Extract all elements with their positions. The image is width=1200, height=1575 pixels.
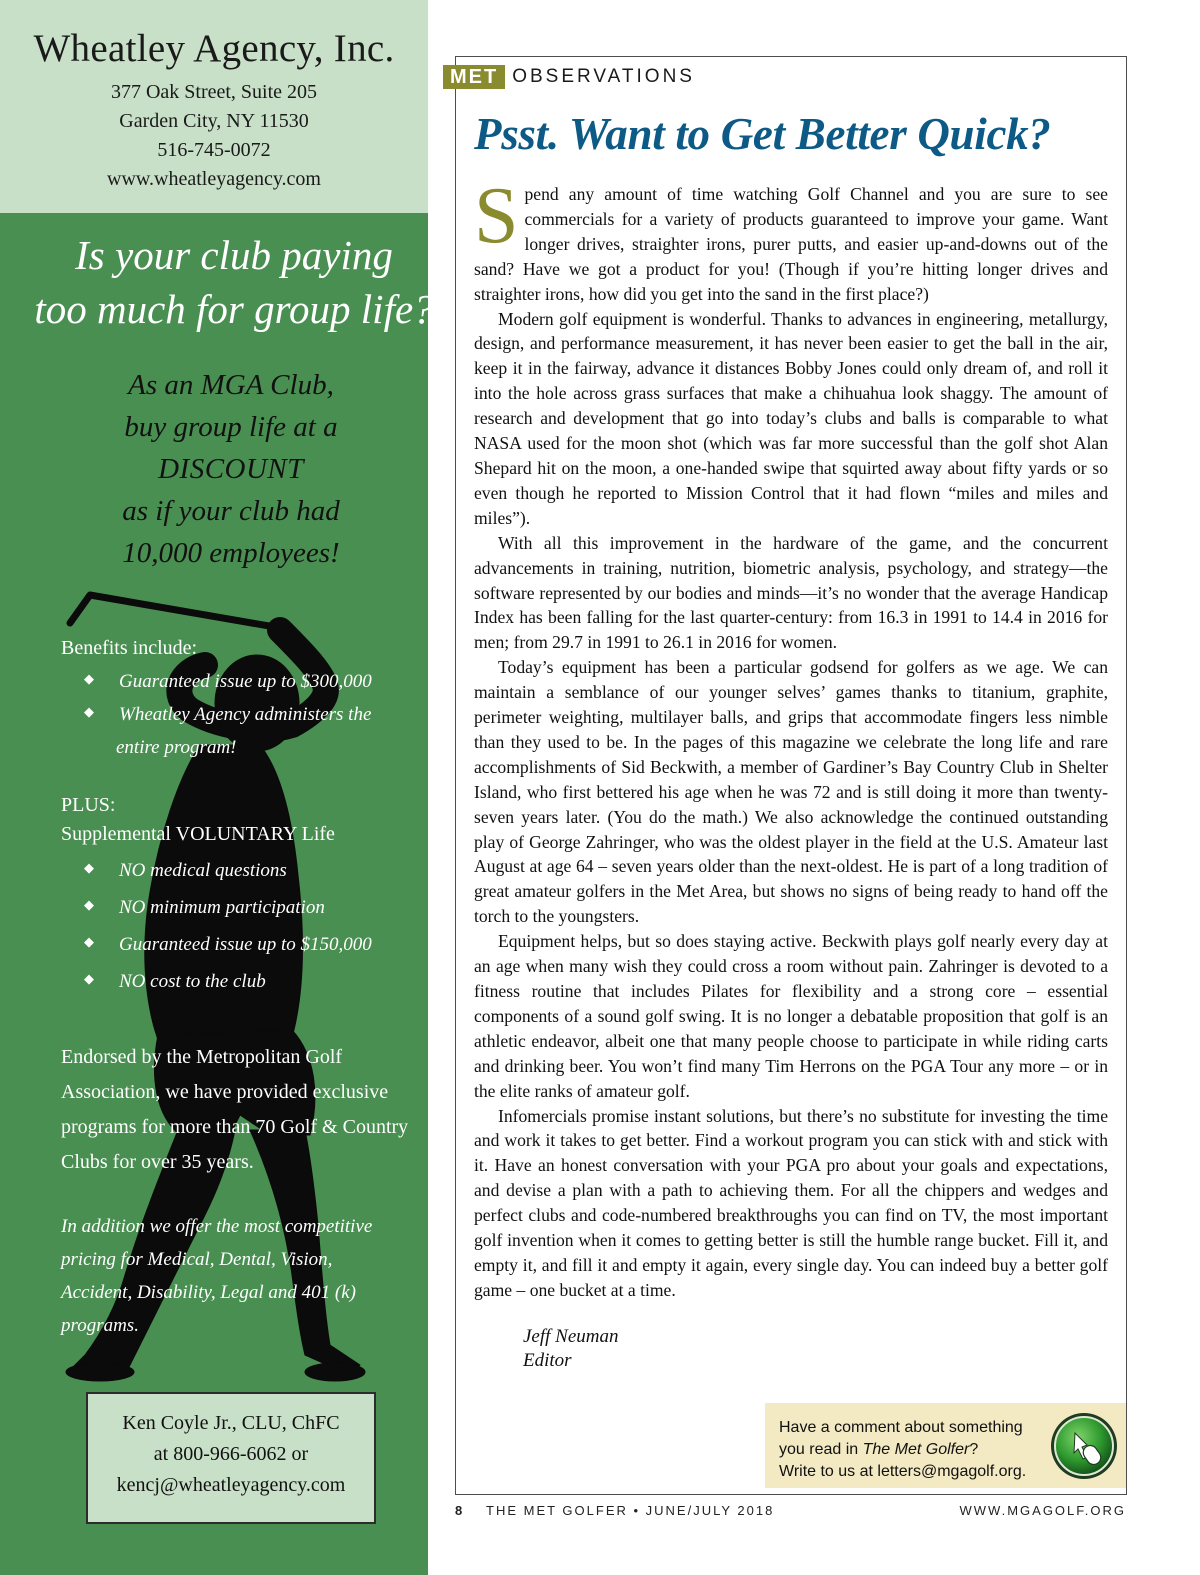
article-body bbox=[474, 172, 1108, 1303]
paragraph: Today’s equipment has been a particular godsend for golfers as we age. We can maintain a semblance of our younger selves’ games thanks to titanium, graphite, perimeter weighting, multilayer balls, and grips that accommodate fingers less nimble than they used to be. In the pages of this magazine we celebrate the long life and rare accomplishments of Sid Beckwith, a member of Gardiner’s Bay Country Club in Shelter Island, who first bettered his age when he was 72 and is still doing it more than twenty-seven years later. (You do the math.) We also acknowledge the continued outstanding play of George Zahringer, who was the oldest player in the field at the U.S. Amateur last August at age 64 – seven years older than the next-oldest. He is part of a long tradition of great amateur golfers in the Met Area, but shows no signs of being ready to hand off the torch to the youngsters. bbox=[474, 657, 1108, 927]
comment-line bbox=[779, 1439, 1026, 1461]
paragraph: Equipment helps, but so does staying active. Beckwith plays golf nearly every day at an age when many wish they could cross a room without pain. Zahringer is devoted to a fitness routine that includes Pilates for flexibility and a strong core – essential components of a sound golf swing. It is no longer a debatable proposition that golf is an athletic endeavor, albeit one that many people choose to participate in while riding carts and drinking beer. You won’t find many Tim Herrons on the PGA Tour any more – or in the elite ranks of amateur golf. bbox=[474, 931, 1108, 1101]
drop-cap: S bbox=[474, 172, 519, 260]
ad-address bbox=[0, 78, 428, 194]
ad-supplemental-label: Supplemental VOLUNTARY Life bbox=[61, 823, 335, 845]
ad-headline-line: too much for group life? bbox=[34, 286, 434, 332]
comment-text bbox=[779, 1417, 1026, 1483]
ad-plus-label: PLUS: bbox=[61, 794, 116, 816]
ad-contact-box bbox=[86, 1392, 376, 1524]
ad-contact-phone: at 800-966-6062 or bbox=[153, 1443, 309, 1465]
footer-website-link[interactable]: WWW.MGAGOLF.ORG bbox=[959, 1503, 1126, 1518]
ad-sub-line: DISCOUNT bbox=[158, 453, 304, 485]
paragraph: Modern golf equipment is wonderful. Thanks to advances in engineering, metallurgy, design, and performance measurement, it has never been easier to get the ball in the air, keep it in the fairway, advance it distances Bobby Jones could only dream of, and roll it into the hole across grass surfaces that make a chihuahua look shaggy. The amount of research and development that go into today’s clubs and balls is comparable to what NASA used for the moon shot (which was far more successful than the golf shot Alan Shepard hit on the moon, a one-handed swipe that squirted away about fifty yards or so even though he reported to Mission Control that it had flown “miles and miles and miles”). bbox=[474, 308, 1108, 528]
article-title bbox=[474, 108, 1051, 160]
comment-email-link[interactable]: Write to us at letters@mgagolf.org. bbox=[779, 1463, 1027, 1480]
ad-sub-line: As an MGA Club, bbox=[128, 369, 334, 401]
list-item-continuation: entire program! bbox=[116, 737, 237, 758]
signature bbox=[523, 1325, 619, 1373]
list-item: ◆ NO minimum participation bbox=[84, 897, 372, 934]
ad-sub-line: buy group life at a bbox=[124, 411, 338, 443]
ad-sub-line: 10,000 employees! bbox=[122, 537, 340, 569]
ad-contact-email-link[interactable]: kencj@wheatleyagency.com bbox=[116, 1474, 346, 1496]
paragraph: Infomercials promise instant solutions, but there’s no substitute for investing the time and work it takes to get better. Find a workout program you can stick with and stick with it. Have an honest conversation with your PGA pro about your goals and expectations, and devise a plan with a path to achieving them. For all the chippers and wedges and perfect clubs and code-numbered breakthroughs you can find on TV, the most important golf invention when it comes to getting better is still the humble range bucket. Fill it, and empty it, and fill it and empty it again, every single day. You can indeed buy a better golf game – one bucket at a time. bbox=[474, 1105, 1108, 1300]
ad-phone: 516-745-0072 bbox=[157, 139, 271, 161]
ad-website-link[interactable]: www.wheatleyagency.com bbox=[107, 168, 321, 190]
ad-benefits-label: Benefits include: bbox=[61, 637, 198, 659]
ad-endorsement: Endorsed by the Metropolitan Golf Association, we have provided exclusive programs for more than 70 Golf & Country Clubs for over 35 years. bbox=[61, 1046, 409, 1173]
comment-text-part: ? bbox=[969, 1441, 979, 1458]
ad-sub-line: as if your club had bbox=[122, 495, 340, 527]
ad-benefits-list bbox=[84, 671, 372, 759]
ad-header bbox=[0, 0, 428, 213]
list-item: ◆ Guaranteed issue up to $150,000 bbox=[84, 934, 372, 971]
section-kicker bbox=[443, 65, 695, 89]
ad-company-name: Wheatley Agency, Inc. bbox=[33, 27, 395, 70]
ad-headline bbox=[10, 228, 458, 336]
ad-subheadline bbox=[0, 364, 462, 574]
comment-box bbox=[765, 1403, 1126, 1488]
list-item: ◆ NO medical questions bbox=[84, 860, 372, 897]
ad-additional-programs: In addition we offer the most competitive pricing for Medical, Dental, Vision, Accident, Disability, Legal and 401 (k) programs. bbox=[61, 1216, 373, 1336]
advertisement-panel bbox=[0, 0, 434, 1575]
magazine-name: The Met Golfer bbox=[862, 1441, 970, 1458]
list-item: ◆ Wheatley Agency administers the bbox=[84, 704, 372, 737]
title-emphasis: Quick? bbox=[917, 109, 1051, 159]
kicker-tag: MET bbox=[443, 65, 505, 89]
ad-address-street: 377 Oak Street, Suite 205 bbox=[110, 81, 318, 103]
list-item: ◆ NO cost to the club bbox=[84, 971, 372, 1008]
paragraph-text: pend any amount of time watching Golf Channel and you are sure to see commercials for a variety of products guaranteed to improve your game. Want longer drives, straighter irons, purer putts, and easier up-and-downs out of the sand? Have we got a product for you! (Though if you’re hitting longer drives and straighter irons, how did you get into the sand in the first place?) bbox=[474, 184, 1108, 304]
signature-name: Jeff Neuman bbox=[523, 1326, 619, 1347]
ad-supplemental-list bbox=[84, 860, 372, 1008]
kicker-label: OBSERVATIONS bbox=[512, 66, 695, 87]
signature-title: Editor bbox=[523, 1350, 572, 1371]
comment-line: Have a comment about something bbox=[779, 1419, 1023, 1436]
list-item: ◆ Guaranteed issue up to $300,000 bbox=[84, 671, 372, 704]
ad-contact-name: Ken Coyle Jr., CLU, ChFC bbox=[122, 1412, 340, 1434]
paragraph bbox=[474, 172, 1108, 307]
ad-address-city: Garden City, NY 11530 bbox=[119, 110, 309, 132]
ad-headline-line: Is your club paying bbox=[75, 232, 393, 278]
title-main: Psst. Want to Get Better bbox=[474, 109, 918, 159]
mouse-click-icon[interactable] bbox=[1049, 1411, 1119, 1481]
comment-text-part: you read in bbox=[779, 1441, 863, 1458]
page-number: 8 bbox=[455, 1503, 465, 1518]
paragraph: With all this improvement in the hardware of the game, and the concurrent advancements in training, nutrition, biometric analysis, psychology, and strategy—the software represented by our bodies and minds—it’s no wonder that the average Handicap Index has been falling for the last quarter-century: from 16.3 in 1991 to 14.4 in 2016 for men; from 29.7 in 1991 to 26.1 in 2016 for women. bbox=[474, 532, 1108, 653]
footer-magazine: THE MET GOLFER • JUNE/JULY 2018 bbox=[486, 1503, 775, 1518]
